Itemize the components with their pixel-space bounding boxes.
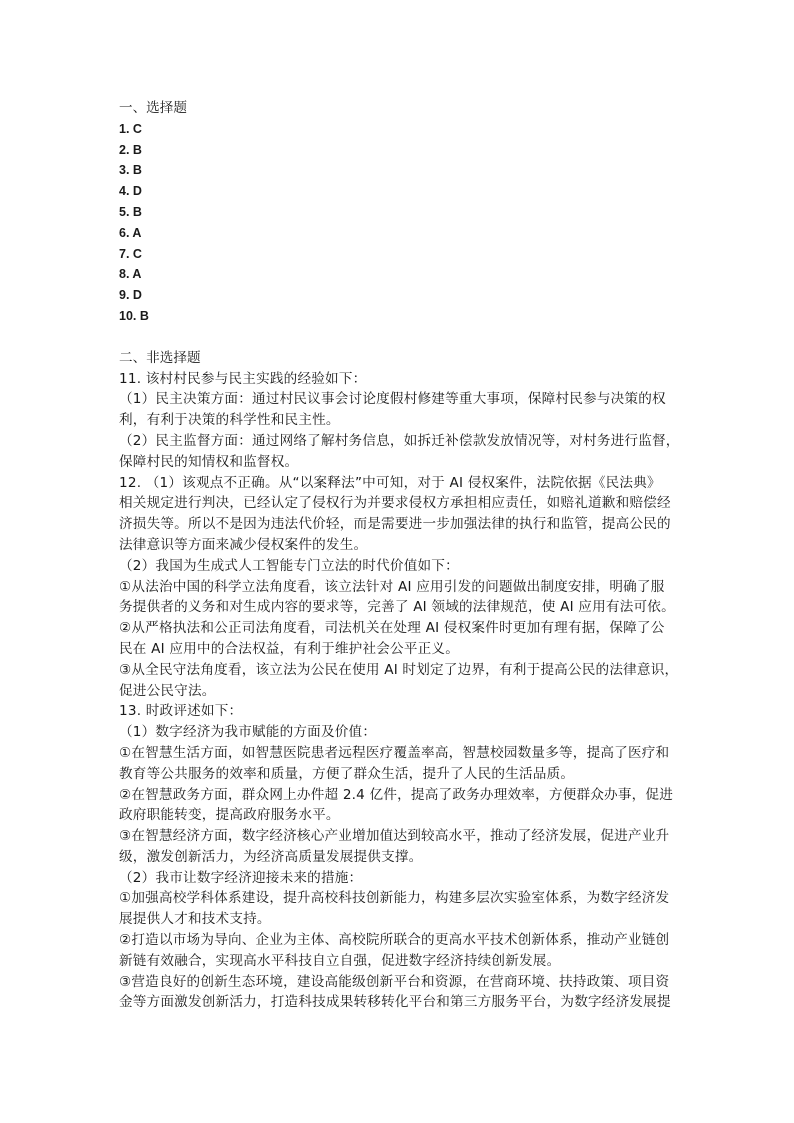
text-line: （2）我国为生成式人工智能专门立法的时代价值如下：	[119, 557, 459, 574]
section-title-choice: 一、选择题	[119, 100, 187, 116]
text-line: ②在智慧政务方面，群众网上办件超 2.4 亿件，提高了政务办理效率，方便群众办事，促进	[119, 786, 674, 803]
choice-answer-9: 9. D	[119, 288, 142, 303]
text-line: （2）我市让数字经济迎接未来的措施：	[119, 869, 363, 886]
text-line: ②从严格执法和公正司法角度看，司法机关在处理 AI 侵权案件时更加有理有据，保障了公	[119, 620, 665, 637]
text-line: 促进公民守法。	[119, 682, 216, 699]
text-line: 政府职能转变，提高政府服务水平。	[119, 807, 340, 824]
text-line: ③从全民守法角度看，该立法为公民在使用 AI 时划定了边界，有利于提高公民的法律意识，	[119, 661, 679, 678]
text-line: 法律意识等方面来减少侵权案件的发生。	[119, 536, 368, 553]
choice-answer-3: 3. B	[119, 163, 142, 178]
text-line: （1）民主决策方面：通过村民议事会讨论度假村修建等重大事项，保障村民参与决策的权	[119, 391, 666, 408]
text-line: ③在智慧经济方面，数字经济核心产业增加值达到较高水平，推动了经济发展，促进产业升	[119, 828, 670, 845]
text-line: 务提供者的义务和对生成内容的要求等，完善了 AI 领域的法律规范，使 AI 应用有法可依。	[119, 599, 675, 616]
text-line: ①从法治中国的科学立法角度看，该立法针对 AI 应用引发的问题做出制度安排，明确了服	[119, 578, 665, 595]
text-line: 13. 时政评述如下：	[119, 703, 243, 720]
text-line: 利，有利于决策的科学性和民主性。	[119, 412, 340, 429]
text-line: 12. （1）该观点不正确。从“以案释法”中可知，对于 AI 侵权案件，法院依据《民法典》	[119, 474, 661, 491]
text-line: ①加强高校学科体系建设，提升高校科技创新能力，构建多层次实验室体系，为数字经济发	[119, 890, 670, 907]
text-line: ③营造良好的创新生态环境，建设高能级创新平台和资源，在营商环境、扶持政策、项目资	[119, 973, 670, 990]
text-line: 济损失等。所以不是因为违法代价轻，而是需要进一步加强法律的执行和监管，提高公民的	[119, 516, 671, 533]
text-line: （2）民主监督方面：通过网络了解村务信息，如拆迁补偿款发放情况等，对村务进行监督，	[119, 432, 680, 449]
nonchoice-answers	[119, 369, 679, 1014]
choice-answer-10: 10. B	[119, 308, 149, 323]
section-title-nonchoice: 二、非选择题	[119, 349, 201, 366]
text-line: 保障村民的知情权和监督权。	[119, 453, 299, 470]
text-line: 展提供人才和技术支持。	[119, 911, 271, 928]
text-line: ②打造以市场为导向、企业为主体、高校院所联合的更高水平技术创新体系，推动产业链创	[119, 932, 670, 949]
choice-answer-1: 1. C	[119, 121, 142, 136]
choice-answer-8: 8. A	[119, 267, 142, 282]
choice-answer-2: 2. B	[119, 142, 142, 157]
choice-answer-4: 4. D	[119, 184, 142, 199]
text-line: 级，激发创新活力，为经济高质量发展提供支撑。	[119, 848, 423, 865]
text-line: 民在 AI 应用中的合法权益，有利于维护社会公平正义。	[119, 640, 460, 657]
text-line: ①在智慧生活方面，如智慧医院患者远程医疗覆盖率高，智慧校园数量多等，提高了医疗和	[119, 744, 670, 761]
text-line: 相关规定进行判决，已经认定了侵权行为并要求侵权方承担相应责任，如赔礼道歉和赔偿经	[119, 495, 671, 512]
section-spacer	[119, 327, 679, 348]
text-line: 新链有效融合，实现高水平科技自立自强，促进数字经济持续创新发展。	[119, 952, 561, 969]
choice-answer-7: 7. C	[119, 246, 142, 261]
choice-answer-list	[119, 119, 679, 327]
text-line: 金等方面激发创新活力，打造科技成果转移转化平台和第三方服务平台，为数字经济发展提	[119, 994, 671, 1011]
text-line: 11. 该村村民参与民主实践的经验如下：	[119, 370, 367, 387]
text-line: （1）数字经济为我市赋能的方面及价值：	[119, 724, 377, 741]
text-line: 教育等公共服务的效率和质量，方便了群众生活，提升了人民的生活品质。	[119, 765, 575, 782]
document-page	[119, 98, 679, 1013]
choice-answer-5: 5. B	[119, 204, 142, 219]
choice-answer-6: 6. A	[119, 225, 142, 240]
